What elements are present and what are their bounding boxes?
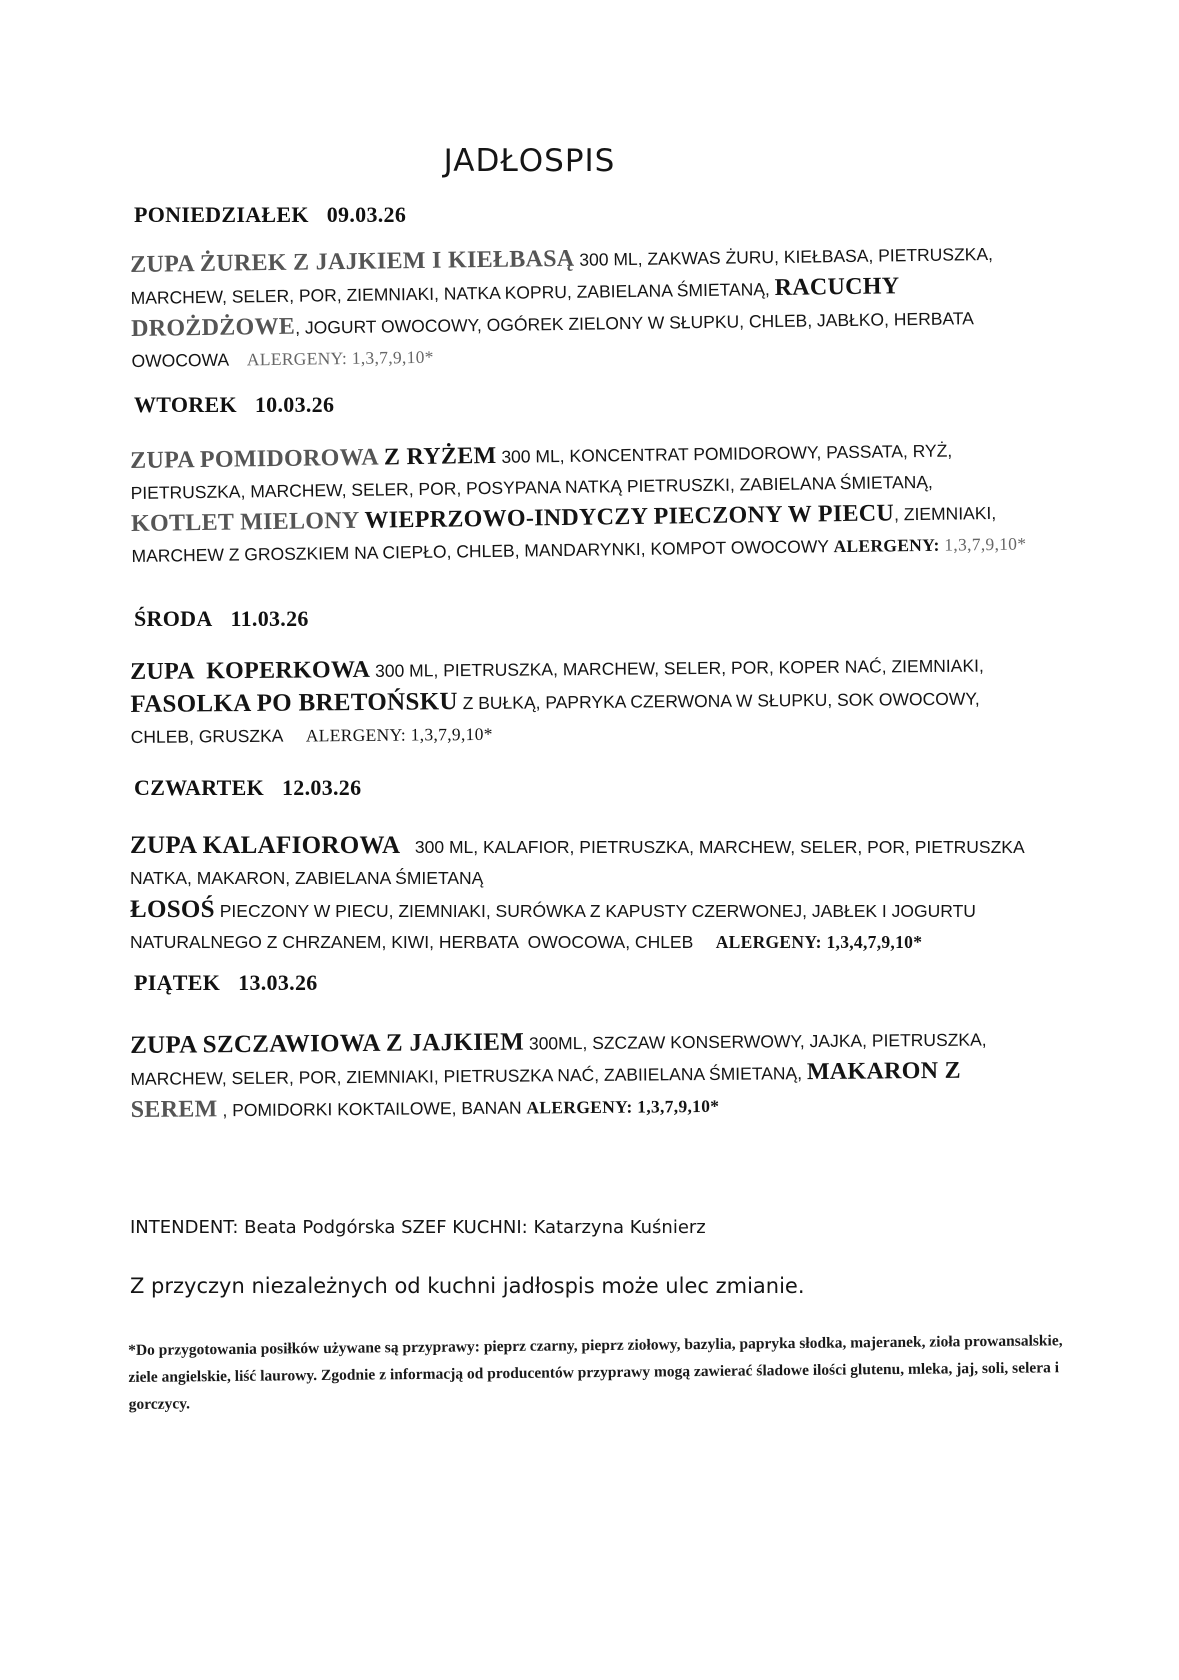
dish-name: ZUPA SZCZAWIOWA Z JAJKIEM: [130, 1028, 525, 1059]
day-name: ŚRODA: [134, 606, 213, 631]
day-name: PONIEDZIAŁEK: [134, 202, 309, 227]
dish-name: ZUPA KOPERKOWA: [130, 656, 371, 685]
day-menu-wednesday: [130, 649, 1031, 753]
day-date: 12.03.26: [282, 775, 362, 800]
day-heading-tuesday: [134, 392, 334, 418]
day-name: WTOREK: [134, 392, 237, 417]
dish-name: RACUCHY: [774, 273, 906, 302]
change-notice: Z przyczyn niezależnych od kuchni jadłospis może ulec zmianie.: [130, 1274, 805, 1298]
day-date: 09.03.26: [326, 202, 407, 227]
allergen-info: ALERGENY: 1,3,7,9,10*: [228, 346, 434, 370]
menu-text: 300ML, SZCZAW KONSERWOWY, JAJKA, PIETRUSZKA, MARCHEW, SELER, POR, ZIEMNIAKI, PIETRUSZKA NAĆ, ZABIIELANA ŚMIETANĄ,: [130, 1029, 992, 1089]
menu-text: 300 ML, PIETRUSZKA, MARCHEW, SELER, POR, KOPER NAĆ, ZIEMNIAKI,: [370, 655, 989, 681]
day-heading-friday: [134, 970, 318, 996]
dish-name: DROŻDŻOWE: [130, 313, 296, 342]
day-menu-monday: [130, 237, 1032, 377]
staff-line: INTENDENT: Beata Podgórska SZEF KUCHNI: Katarzyna Kuśnierz: [130, 1217, 706, 1238]
dish-name: ŁOSOŚ: [130, 896, 215, 923]
day-menu-thursday: [130, 830, 1060, 958]
menu-text: Z BUŁKĄ, PAPRYKA CZERWONA W SŁUPKU, SOK OWOCOWY, CHLEB, GRUSZKA: [130, 688, 985, 747]
allergen-info: ALERGENY: 1,3,7,9,10*: [283, 723, 493, 746]
dish-name: MAKARON Z: [806, 1057, 968, 1086]
allergen-info: ALERGENY: 1,3,4,7,9,10*: [693, 932, 923, 952]
allergen-info: 1,3,7,9,10*: [944, 533, 1027, 555]
day-name: CZWARTEK: [134, 775, 264, 800]
day-menu-friday: [130, 1022, 1046, 1127]
dish-name: KOTLET MIELONY: [130, 507, 365, 537]
menu-text: PIECZONY W PIECU, ZIEMNIAKI, SURÓWKA Z KAPUSTY CZERWONEJ, JABŁEK I JOGURTU NATURALNEGO Z CHRZANEM, KIWI, HERBATA OWOCOWA, CHLEB: [130, 901, 981, 952]
day-menu-tuesday: [130, 433, 1032, 572]
day-heading-thursday: [134, 775, 361, 801]
menu-text: , POMIDORKI KOKTAILOWE, BANAN: [217, 1097, 527, 1121]
dish-name: ZUPA POMIDOROWA: [130, 444, 385, 474]
day-date: 13.03.26: [238, 970, 318, 995]
allergen-info: ALERGENY:: [833, 534, 945, 557]
dish-name: FASOLKA PO BRETOŃSKU: [130, 688, 458, 718]
spices-footnote: *Do przygotowania posiłków używane są przyprawy: pieprz czarny, pieprz ziołowy, bazylia, papryka słodka, majeranek, zioła prowansalskie, ziele angielskie, liść laurowy. Zgodnie z informacją od producentów przyprawy mogą zawierać śladowe ilości glutenu, mleka, jaj, soli, selera i gorczycy.: [128, 1332, 1063, 1413]
dish-name: WIEPRZOWO-INDYCZY PIECZONY W PIECU: [364, 500, 895, 534]
day-heading-monday: [134, 202, 406, 228]
dish-name: ZUPA KALAFIOROWA: [130, 832, 401, 859]
dish-name: Z RYŻEM: [383, 442, 497, 471]
menu-text: 300 ML, ZAKWAS ŻURU, KIEŁBASA, PIETRUSZKA, MARCHEW, SELER, POR, ZIEMNIAKI, NATKA KOPRU, ZABIELANA ŚMIETANĄ,: [130, 243, 998, 308]
dish-name: SEREM: [130, 1096, 218, 1123]
menu-text: , ZIEMNIAKI, MARCHEW Z GROSZKIEM NA CIEPŁO, CHLEB, MANDARYNKI, KOMPOT OWOCOWY: [131, 502, 1002, 566]
page-title: JADŁOSPIS: [443, 143, 616, 179]
menu-text: 300 ML, KALAFIOR, PIETRUSZKA, MARCHEW, SELER, POR, PIETRUSZKA NATKA, MAKARON, ZABIELANA ŚMIETANĄ: [130, 837, 1029, 888]
day-date: 10.03.26: [254, 392, 335, 417]
menu-text: 300 ML, KONCENTRAT POMIDOROWY, PASSATA, RYŻ, PIETRUSZKA, MARCHEW, SELER, POR, POSYPANA NATKĄ PIETRUSZKI, ZABIELANA ŚMIETANĄ,: [130, 440, 958, 503]
menu-text: , JOGURT OWOCOWY, OGÓREK ZIELONY W SŁUPKU, CHLEB, JABŁKO, HERBATA OWOCOWA: [131, 308, 978, 371]
allergen-info: ALERGENY: 1,3,7,9,10*: [526, 1095, 720, 1118]
dish-name: ZUPA ŻUREK Z JAJKIEM I KIEŁBASĄ: [130, 245, 575, 278]
day-date: 11.03.26: [230, 606, 309, 631]
day-name: PIĄTEK: [134, 970, 221, 995]
day-heading-wednesday: [134, 606, 309, 632]
